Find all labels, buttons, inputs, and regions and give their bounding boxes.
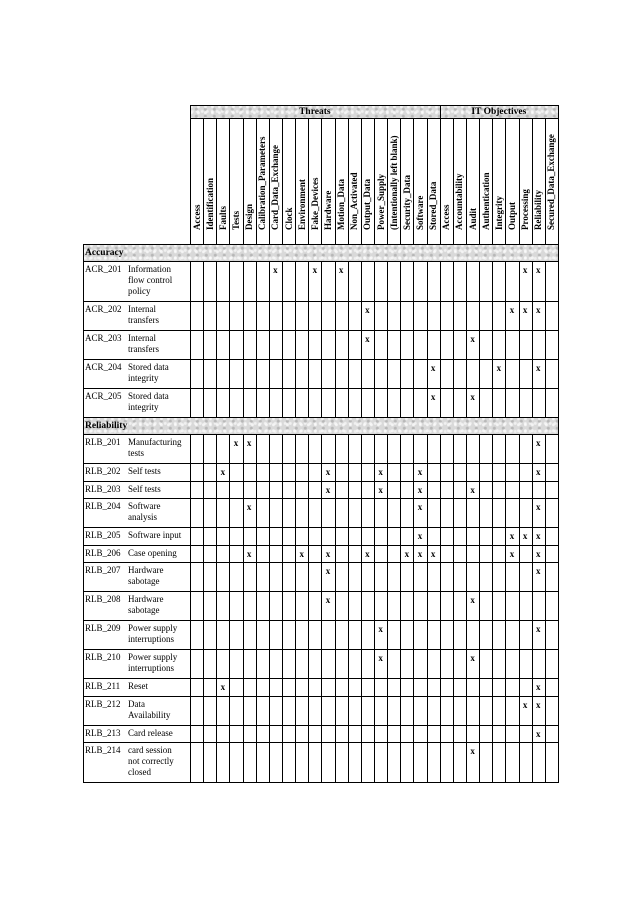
row-description: Power supply interruptions	[128, 623, 178, 644]
matrix-mark: x	[220, 682, 226, 692]
row-description: Stored data integrity	[128, 391, 169, 412]
section-header	[83, 417, 558, 434]
matrix-mark: x	[536, 548, 541, 559]
column-header-label: Audit	[467, 207, 478, 230]
row-description: Software input	[128, 530, 182, 540]
matrix-mark: x	[522, 531, 528, 541]
matrix-mark: x	[509, 548, 515, 559]
column-border	[256, 118, 257, 782]
table-left-border	[83, 244, 84, 782]
column-border	[203, 118, 204, 782]
column-header	[348, 118, 361, 244]
row-border	[83, 782, 559, 783]
row-id: RLB_206	[85, 547, 121, 558]
row-description: Self tests	[128, 466, 161, 476]
threats-header: Threats	[190, 105, 440, 118]
column-header-label: Output_Data	[362, 178, 373, 230]
column-header	[440, 118, 453, 244]
row-description: Internal transfers	[128, 304, 159, 325]
matrix-mark: x	[365, 548, 370, 559]
row-border	[83, 725, 559, 726]
row-id: ACR_204	[85, 362, 122, 372]
column-header-label: Hardware	[322, 190, 333, 230]
row-description: Information flow control policy	[128, 264, 173, 296]
matrix-mark: x	[417, 548, 423, 559]
column-border	[348, 118, 349, 782]
row-id: ACR_202	[85, 304, 122, 314]
matrix-mark: x	[246, 502, 252, 512]
column-border	[321, 118, 322, 782]
matrix-mark: x	[417, 502, 423, 512]
column-border	[295, 118, 296, 782]
row-border	[83, 696, 559, 697]
section-title: Reliability	[85, 420, 128, 431]
row-border	[83, 434, 559, 435]
column-header-label: Stored_Data	[428, 181, 439, 230]
row-border	[83, 620, 559, 621]
matrix-mark: x	[536, 305, 541, 315]
matrix-mark: x	[536, 682, 541, 692]
column-header	[256, 118, 269, 244]
column-header	[269, 118, 282, 244]
matrix-mark: x	[536, 363, 541, 373]
column-header	[505, 118, 518, 244]
column-border	[413, 118, 414, 782]
column-header	[519, 118, 532, 244]
column-header	[545, 118, 558, 244]
matrix-mark: x	[509, 531, 515, 541]
column-header	[374, 118, 387, 244]
column-border	[216, 118, 217, 782]
matrix-mark: x	[536, 531, 541, 541]
row-id: RLB_209	[85, 623, 121, 633]
column-header	[413, 118, 426, 244]
matrix-mark: x	[470, 746, 475, 756]
matrix-mark: x	[496, 363, 502, 373]
matrix-mark: x	[325, 595, 331, 605]
column-border	[387, 118, 388, 782]
row-id: RLB_205	[85, 530, 121, 540]
row-description: Self tests	[128, 483, 161, 494]
matrix-mark: x	[325, 467, 331, 477]
column-border	[269, 118, 270, 782]
row-description: Stored data integrity	[128, 362, 169, 383]
row-border	[83, 742, 559, 743]
row-description: Internal transfers	[128, 333, 159, 354]
row-id: RLB_213	[85, 727, 121, 738]
column-border	[308, 118, 309, 782]
matrix-mark: x	[430, 548, 436, 559]
column-border	[427, 118, 428, 782]
it-objectives-header: IT Objectives	[440, 105, 558, 118]
row-border	[83, 261, 559, 262]
column-header-label: Card_Data_Exchange	[270, 145, 281, 230]
row-description: Card release	[128, 727, 173, 738]
row-id: RLB_210	[85, 652, 121, 662]
matrix-mark: x	[378, 624, 383, 634]
matrix-mark: x	[417, 531, 423, 541]
matrix-mark: x	[509, 305, 515, 315]
matrix-mark: x	[522, 265, 528, 275]
row-description: Hardware sabotage	[128, 565, 164, 586]
matrix-mark: x	[536, 467, 541, 477]
column-border	[190, 118, 191, 782]
column-header-label: Calibration_Parameters	[257, 136, 268, 230]
column-header	[453, 118, 466, 244]
row-id: RLB_202	[85, 466, 121, 476]
column-header	[387, 118, 400, 244]
column-header	[532, 118, 545, 244]
row-description: card session not correctly closed	[128, 745, 174, 777]
row-id: RLB_208	[85, 594, 121, 604]
column-border	[229, 118, 230, 782]
column-header	[479, 118, 492, 244]
matrix-mark: x	[470, 484, 475, 495]
column-header	[466, 118, 479, 244]
column-header	[427, 118, 440, 244]
column-border	[243, 118, 244, 782]
row-border	[83, 244, 559, 245]
column-border	[545, 118, 546, 782]
column-header	[229, 118, 242, 244]
row-description: Data Availability	[128, 698, 171, 720]
column-header-label: Access	[441, 204, 452, 230]
column-header-label: Reliability	[533, 190, 544, 230]
column-header-label: Non_Activated	[349, 172, 360, 230]
row-id: RLB_201	[85, 437, 121, 447]
column-border	[505, 118, 506, 782]
matrix-mark: x	[233, 438, 239, 448]
matrix-mark: x	[430, 392, 436, 402]
row-border	[83, 330, 559, 331]
column-header-label: Authentication	[480, 172, 491, 230]
row-border	[83, 678, 559, 679]
row-border	[83, 498, 559, 499]
column-border	[466, 118, 467, 782]
row-id: RLB_211	[85, 681, 121, 691]
column-header-label: Faults	[217, 205, 228, 230]
column-header-label: Accountability	[454, 173, 465, 230]
row-description: Manufacturing tests	[128, 437, 182, 458]
column-header-label: Software	[414, 195, 425, 230]
column-border	[400, 118, 401, 782]
matrix-mark: x	[338, 265, 344, 275]
column-header	[361, 118, 374, 244]
row-id: RLB_204	[85, 501, 121, 511]
matrix-mark: x	[536, 566, 541, 576]
column-header-label: Tests	[230, 210, 241, 230]
row-border	[83, 417, 559, 418]
column-border	[492, 118, 493, 782]
column-header	[295, 118, 308, 244]
row-description: Hardware sabotage	[128, 594, 164, 615]
row-id: RLB_212	[85, 698, 121, 709]
matrix-mark: x	[299, 548, 304, 559]
matrix-mark: x	[470, 653, 475, 663]
row-border	[83, 527, 559, 528]
matrix-mark: x	[536, 699, 541, 710]
band-split-line	[440, 105, 442, 118]
column-border	[532, 118, 533, 782]
matrix-mark: x	[365, 305, 370, 315]
matrix-mark: x	[246, 548, 252, 559]
row-border	[83, 545, 559, 546]
column-border	[335, 118, 336, 782]
matrix-mark: x	[470, 392, 475, 402]
matrix-mark: x	[378, 653, 383, 663]
row-description: Software analysis	[128, 501, 161, 522]
section-header	[83, 244, 558, 261]
row-id: RLB_207	[85, 565, 121, 575]
matrix-mark: x	[536, 265, 541, 275]
row-id: ACR_203	[85, 333, 122, 343]
row-border	[83, 649, 559, 650]
matrix-mark: x	[220, 467, 226, 477]
column-border	[374, 118, 375, 782]
column-header	[203, 118, 216, 244]
column-header-label: Security_Data	[401, 175, 412, 230]
matrix-mark: x	[536, 728, 541, 739]
column-header	[282, 118, 295, 244]
matrix-mark: x	[378, 467, 383, 477]
matrix-mark: x	[522, 699, 528, 710]
row-description: Power supply interruptions	[128, 652, 178, 673]
matrix-mark: x	[246, 438, 252, 448]
matrix-mark: x	[522, 305, 528, 315]
column-border	[361, 118, 362, 782]
column-header-label: Clock	[283, 207, 294, 230]
column-header-label: Integrity	[493, 196, 504, 230]
matrix-mark: x	[470, 595, 475, 605]
column-header-label: Power_Supply	[375, 173, 386, 230]
row-description: Reset	[128, 681, 148, 691]
column-header-label: Fake_Devices	[309, 177, 320, 230]
matrix-mark: x	[312, 265, 318, 275]
column-header-label: Design	[244, 203, 255, 230]
column-border	[519, 118, 520, 782]
matrix-mark: x	[536, 438, 541, 448]
column-header	[321, 118, 334, 244]
row-id: RLB_214	[85, 745, 121, 755]
row-border	[83, 388, 559, 389]
matrix-mark: x	[430, 363, 436, 373]
column-border	[282, 118, 283, 782]
row-border	[83, 591, 559, 592]
column-header	[308, 118, 321, 244]
column-border	[453, 118, 454, 782]
column-header-label: Output	[506, 201, 517, 230]
row-border	[83, 359, 559, 360]
column-header-label: Secured_Data_Exchange	[546, 134, 557, 230]
row-border	[83, 481, 559, 482]
matrix-mark: x	[536, 502, 541, 512]
row-description: Case opening	[128, 547, 177, 558]
matrix-mark: x	[378, 484, 383, 495]
row-border	[83, 562, 559, 563]
matrix-mark: x	[325, 484, 331, 495]
column-header	[400, 118, 413, 244]
section-title: Accuracy	[85, 247, 124, 258]
column-header-label: Identification	[204, 177, 215, 230]
row-border	[83, 301, 559, 302]
row-id: ACR_201	[85, 264, 122, 274]
row-id: ACR_205	[85, 391, 122, 401]
column-header	[190, 118, 203, 244]
matrix-mark: x	[417, 484, 423, 495]
column-header	[216, 118, 229, 244]
matrix-mark: x	[536, 624, 541, 634]
matrix-mark: x	[404, 548, 410, 559]
column-header	[335, 118, 348, 244]
matrix-mark: x	[273, 265, 278, 275]
matrix-mark: x	[325, 566, 331, 576]
matrix-mark: x	[325, 548, 331, 559]
column-header-label: Environment	[296, 179, 307, 230]
column-border	[440, 118, 441, 782]
column-header	[492, 118, 505, 244]
table-top-border	[190, 105, 558, 106]
column-header-label: Processing	[520, 189, 531, 230]
row-id: RLB_203	[85, 483, 121, 494]
table-right-border	[558, 105, 559, 783]
column-header-label: (Intentionally left blank)	[388, 135, 399, 230]
column-header	[243, 118, 256, 244]
matrix-mark: x	[470, 334, 475, 344]
column-header-label: Access	[191, 204, 202, 230]
matrix-mark: x	[417, 467, 423, 477]
column-border	[479, 118, 480, 782]
row-border	[83, 463, 559, 464]
matrix-mark: x	[365, 334, 370, 344]
column-header-label: Motion_Data	[336, 179, 347, 230]
